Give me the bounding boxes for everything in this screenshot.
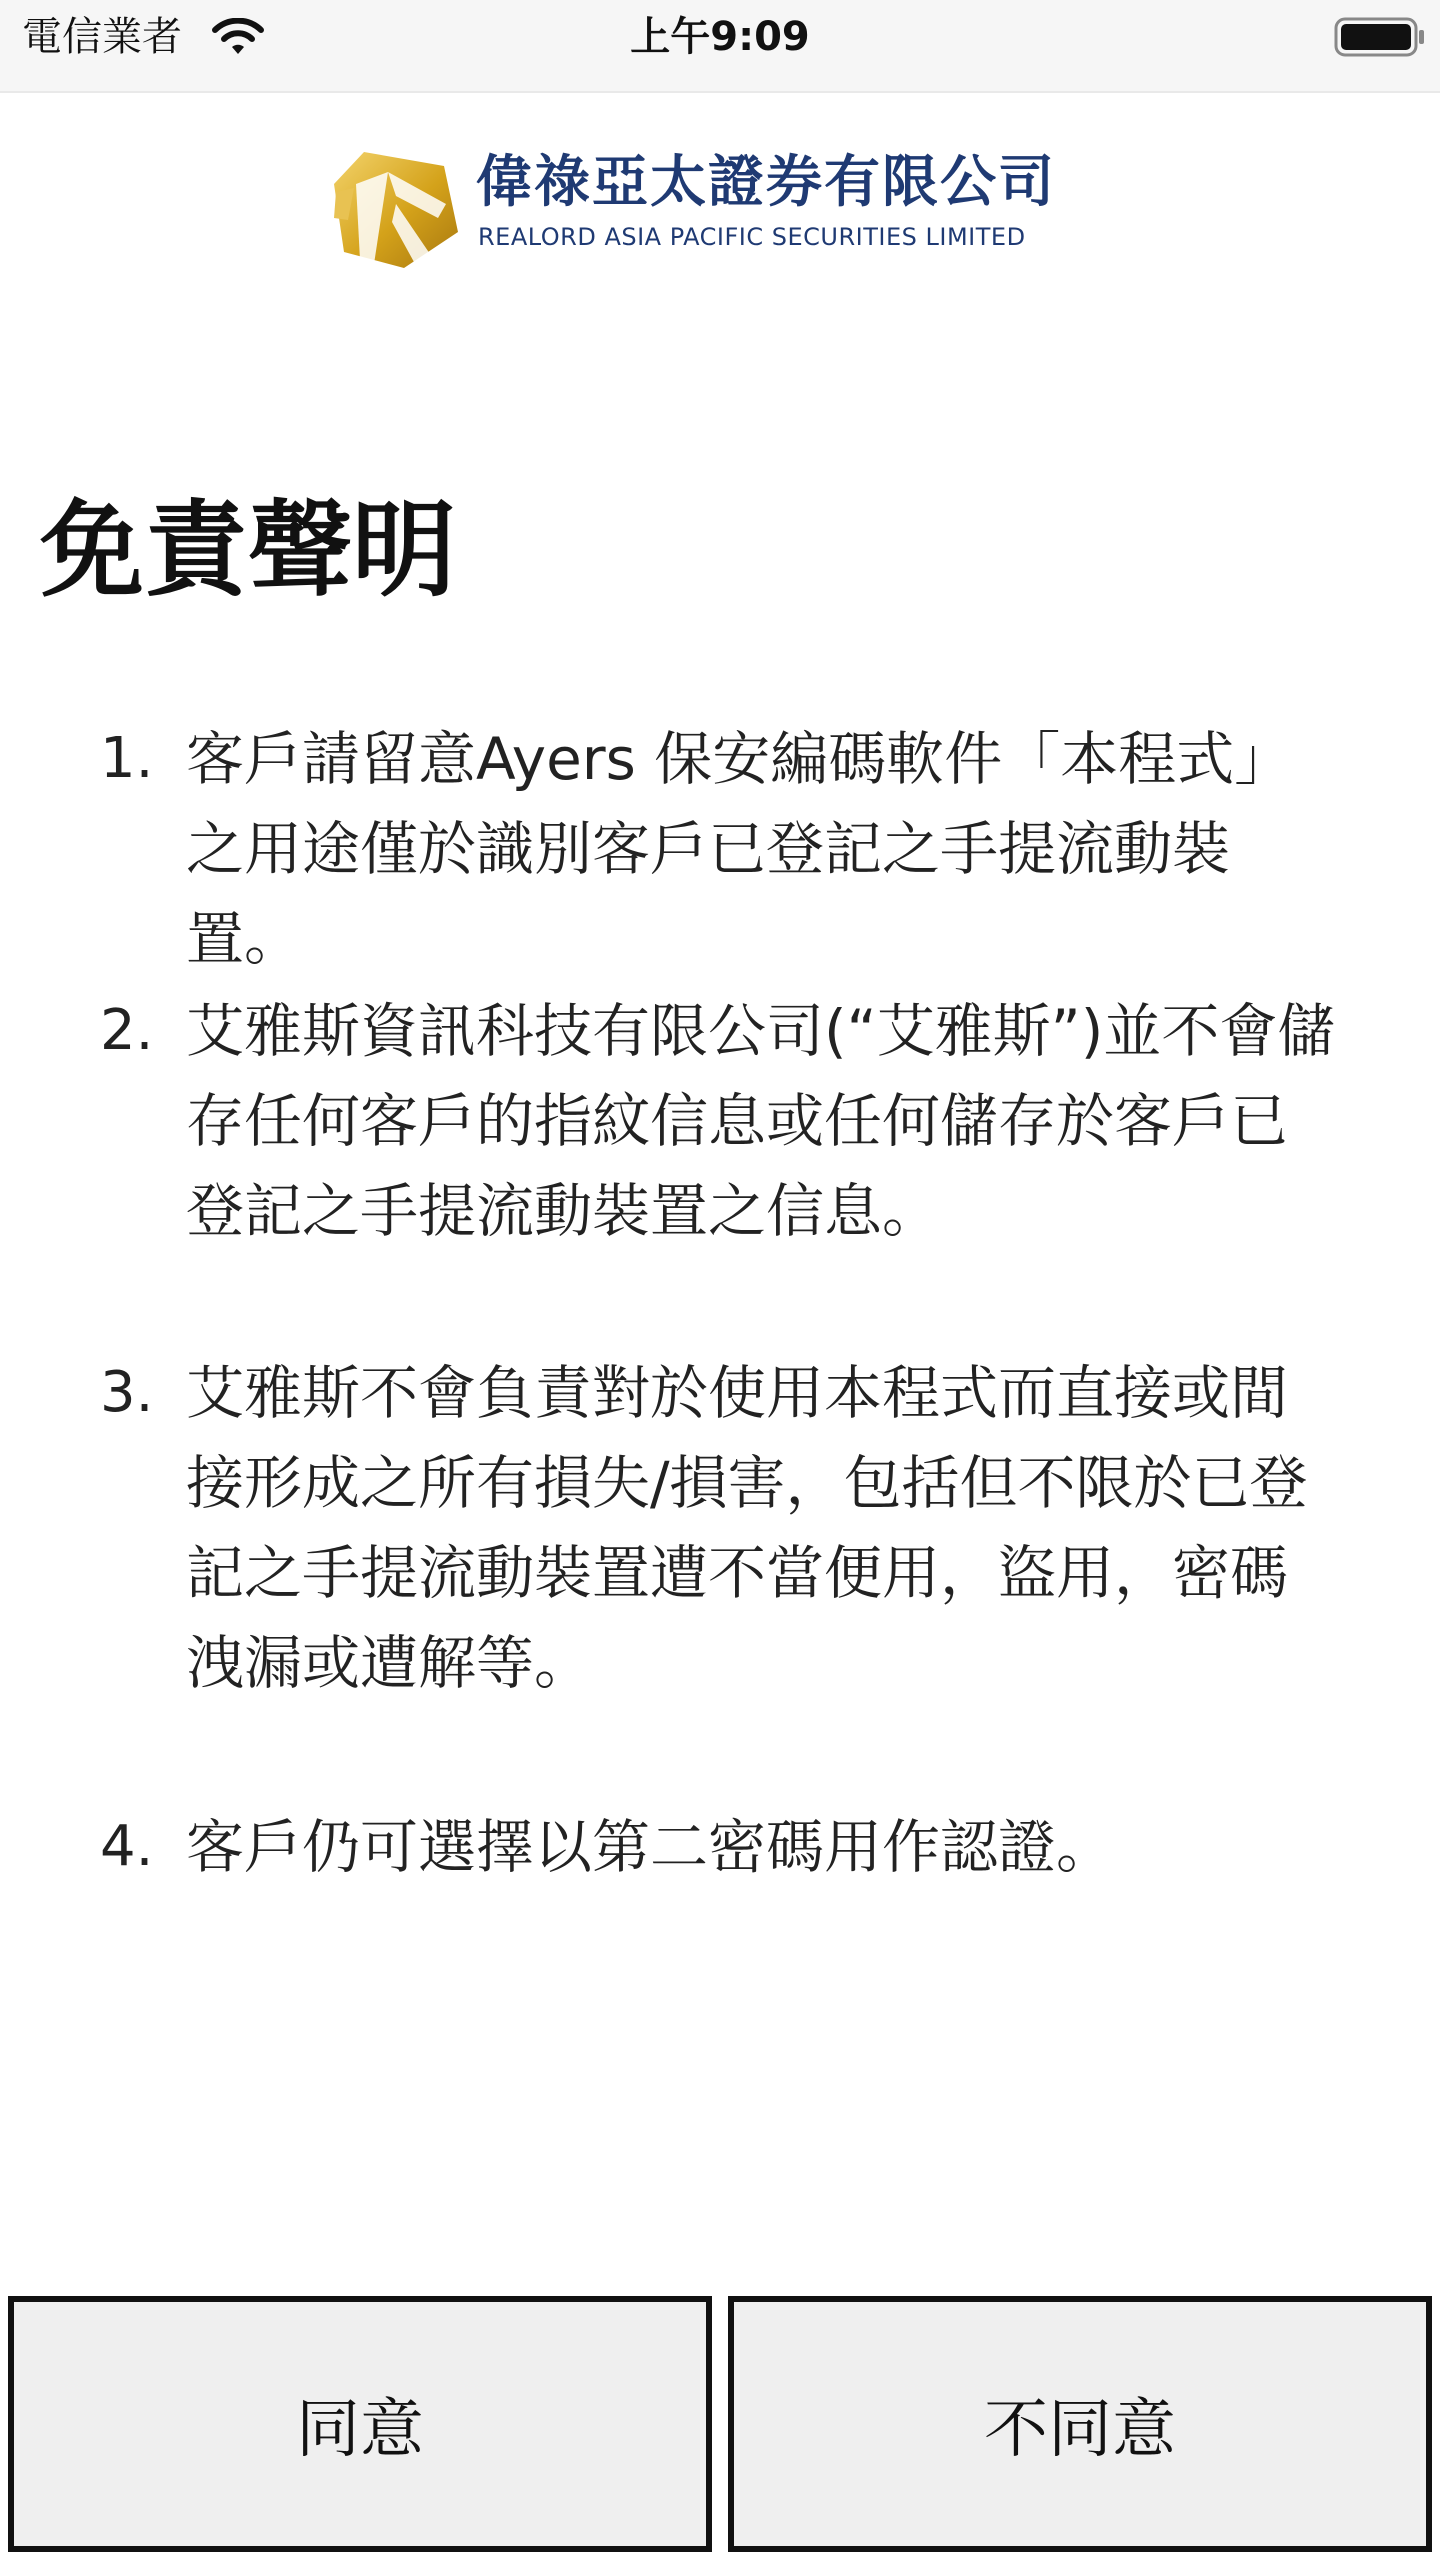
- company-logo: [326, 144, 1086, 274]
- carrier-label: 電信業者: [22, 14, 182, 60]
- page-title: 免責聲明: [40, 489, 457, 611]
- company-name-en: REALORD ASIA PACIFIC SECURITIES LIMITED: [478, 223, 1026, 251]
- disclaimer-text: 艾雅斯資訊科技有限公司(“艾雅斯”)並不會儲存任何客戶的指紋信息或任何儲存於客戶已登記之手提流動裝置之信息。: [186, 997, 1336, 1245]
- disagree-button[interactable]: 不同意: [728, 2296, 1432, 2552]
- status-time: 上午9:09: [630, 14, 810, 60]
- disclaimer-number: 2.: [100, 998, 154, 1063]
- disclaimer-number: 4.: [100, 1814, 154, 1879]
- status-bar: [0, 0, 1440, 93]
- disclaimer-number: 3.: [100, 1360, 154, 1425]
- realord-logo-icon: [326, 144, 466, 274]
- disclaimer-text: 客戶請留意Ayers 保安編碼軟件「本程式」之用途僅於識別客戶已登記之手提流動裝置。: [186, 725, 1293, 973]
- disclaimer-number: 1.: [100, 726, 154, 791]
- company-name-zh: 偉祿亞太證券有限公司: [476, 150, 1056, 215]
- disclaimer-text: 客戶仍可選擇以第二密碼用作認證。: [186, 1813, 1115, 1881]
- disclaimer-text: 艾雅斯不會負責對於使用本程式而直接或間接形成之所有損失/損害，包括但不限於已登記之手提流動裝置遭不當便用，盜用，密碼洩漏或遭解等。: [186, 1359, 1308, 1697]
- battery-icon: [1334, 16, 1426, 58]
- agree-button[interactable]: 同意: [8, 2296, 712, 2552]
